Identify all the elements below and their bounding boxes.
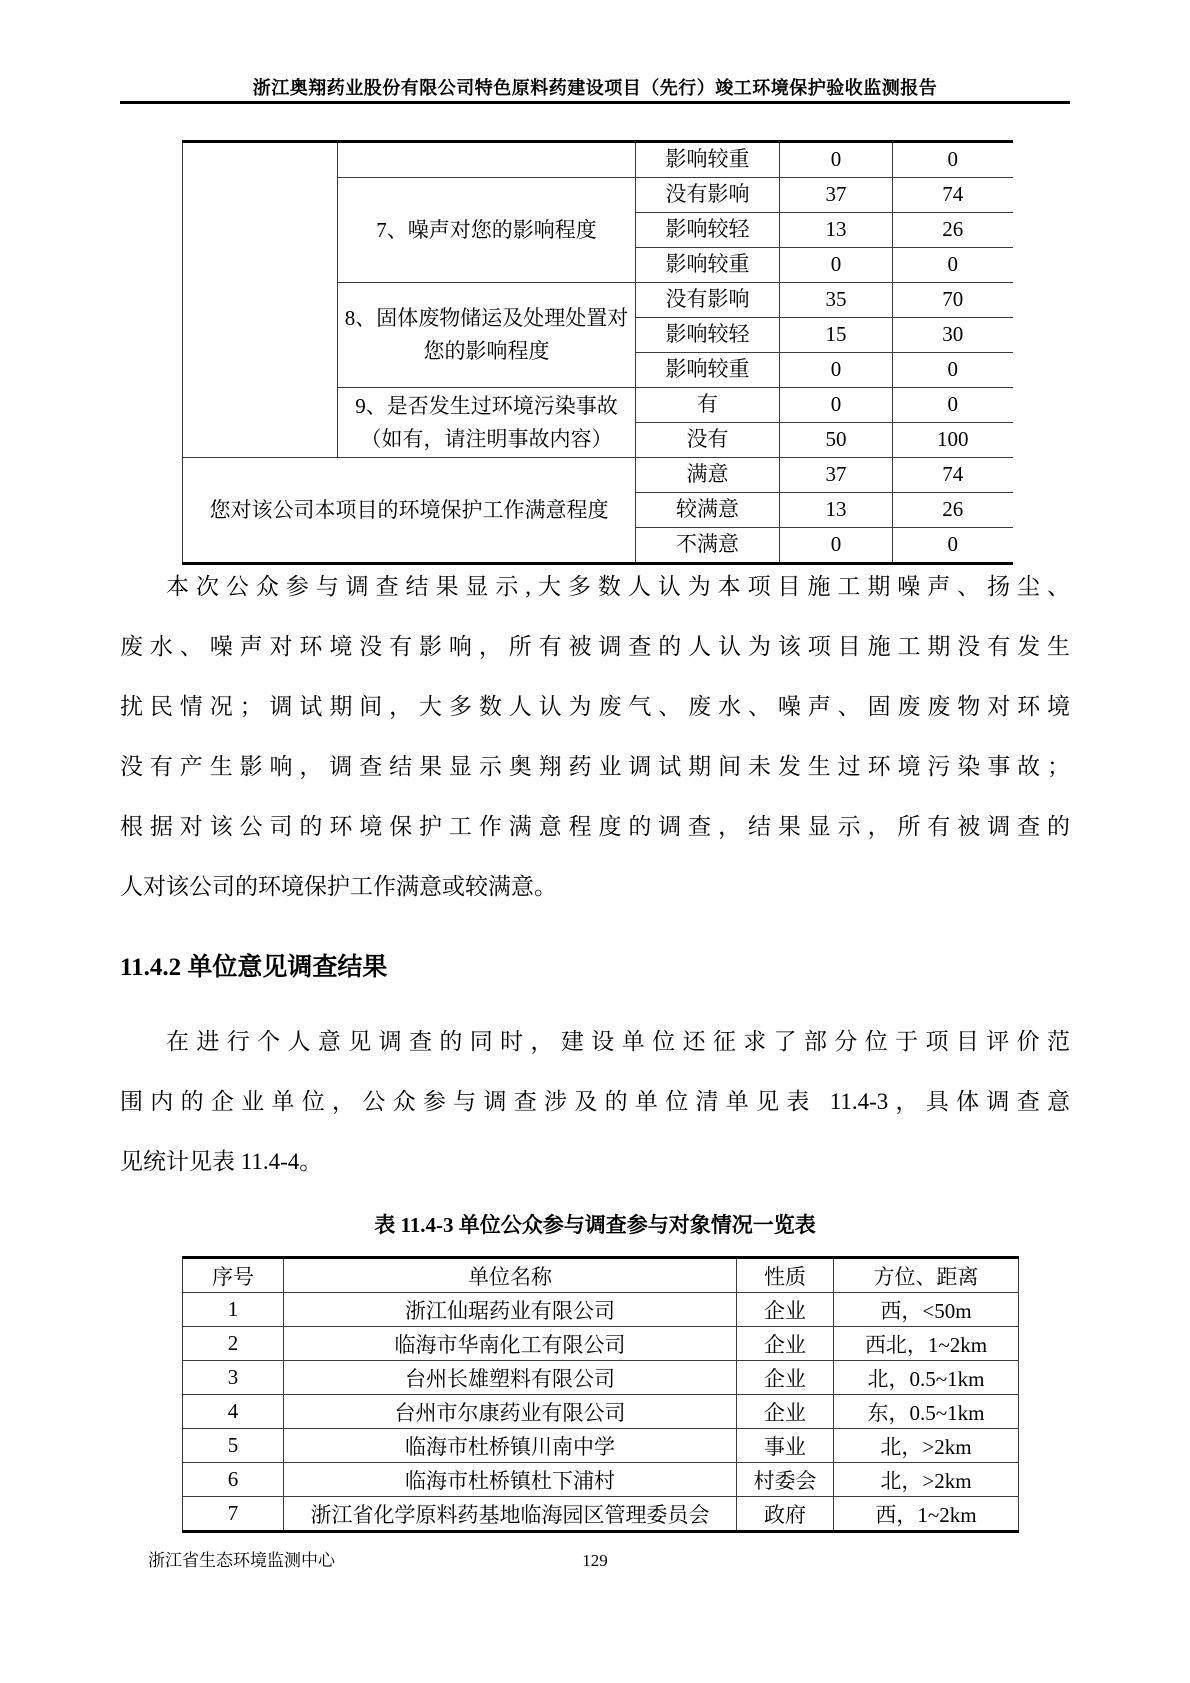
count-cell: 0 (780, 388, 893, 423)
unit-name-cell: 台州市尔康药业有限公司 (284, 1395, 737, 1429)
nature-cell: 企业 (737, 1327, 834, 1361)
unit-name-cell: 临海市华南化工有限公司 (284, 1327, 737, 1361)
footer-organization: 浙江省生态环境监测中心 (148, 1551, 335, 1570)
percent-cell: 100 (893, 423, 1013, 458)
paragraph-line: 本次公众参与调查结果显示,大多数人认为本项目施工期噪声、扬尘、 (166, 574, 1070, 599)
percent-cell: 0 (893, 248, 1013, 283)
option-cell: 较满意 (636, 493, 780, 528)
option-cell: 满意 (636, 458, 780, 493)
percent-cell: 0 (893, 353, 1013, 388)
percent-cell: 0 (893, 388, 1013, 423)
count-cell: 37 (780, 458, 893, 493)
direction-distance-cell: 北，>2km (834, 1463, 1019, 1497)
count-cell: 0 (780, 248, 893, 283)
option-cell: 影响较轻 (636, 318, 780, 353)
paragraph-line: 在进行个人意见调查的同时，建设单位还征求了部分位于项目评价范 (166, 1029, 1070, 1054)
index-cell: 7 (183, 1497, 284, 1532)
column-header-index: 序号 (183, 1258, 284, 1293)
count-cell: 13 (780, 493, 893, 528)
unit-name-cell: 台州长雄塑料有限公司 (284, 1361, 737, 1395)
percent-cell: 74 (893, 458, 1013, 493)
count-cell: 0 (780, 142, 893, 178)
index-cell: 4 (183, 1395, 284, 1429)
question-cell: 8、固体废物储运及处理处置对您的影响程度 (338, 283, 636, 388)
paragraph-line: 围内的企业单位，公众参与调查涉及的单位清单见表 11.4-3，具体调查意 (120, 1089, 1070, 1114)
index-cell: 2 (183, 1327, 284, 1361)
direction-distance-cell: 西，<50m (834, 1293, 1019, 1327)
body-paragraph-2 (120, 1012, 1070, 1192)
table-row (183, 1463, 1019, 1497)
option-cell: 影响较重 (636, 353, 780, 388)
page-header-title: 浙江奥翔药业股份有限公司特色原料药建设项目（先行）竣工环境保护验收监测报告 (252, 78, 938, 98)
question-cell: 9、是否发生过环境污染事故（如有，请注明事故内容） (338, 388, 636, 458)
unit-name-cell: 浙江省化学原料药基地临海园区管理委员会 (284, 1497, 737, 1532)
unit-table (182, 1256, 1019, 1533)
index-cell: 3 (183, 1361, 284, 1395)
table-header-row (183, 1258, 1019, 1293)
percent-cell: 26 (893, 493, 1013, 528)
direction-distance-cell: 西北，1~2km (834, 1327, 1019, 1361)
percent-cell: 74 (893, 178, 1013, 213)
body-paragraph-1 (120, 557, 1070, 917)
option-cell: 没有影响 (636, 283, 780, 318)
nature-cell: 企业 (737, 1293, 834, 1327)
satisfaction-label-cell: 您对该公司本项目的环境保护工作满意程度 (183, 458, 636, 564)
nature-cell: 企业 (737, 1395, 834, 1429)
option-cell: 不满意 (636, 528, 780, 564)
paragraph-line: 废水、噪声对环境没有影响，所有被调查的人认为该项目施工期没有发生 (120, 634, 1070, 659)
nature-cell: 事业 (737, 1429, 834, 1463)
paragraph-line: 见统计见表 11.4-4。 (120, 1149, 323, 1174)
count-cell: 0 (780, 353, 893, 388)
survey-table (182, 140, 1013, 565)
count-cell: 50 (780, 423, 893, 458)
table-row (183, 1497, 1019, 1532)
question-cell (338, 142, 636, 178)
unit-name-cell: 临海市杜桥镇杜下浦村 (284, 1463, 737, 1497)
nature-cell: 政府 (737, 1497, 834, 1532)
table-row (183, 1361, 1019, 1395)
direction-distance-cell: 西，1~2km (834, 1497, 1019, 1532)
question-cell: 7、噪声对您的影响程度 (338, 178, 636, 283)
paragraph-line: 人对该公司的环境保护工作满意或较满意。 (120, 874, 557, 899)
option-cell: 没有 (636, 423, 780, 458)
count-cell: 15 (780, 318, 893, 353)
paragraph-line: 扰民情况；调试期间，大多数人认为废气、废水、噪声、固废废物对环境 (120, 694, 1070, 719)
column-header-nature: 性质 (737, 1258, 834, 1293)
unit-name-cell: 浙江仙琚药业有限公司 (284, 1293, 737, 1327)
table-caption: 表 11.4-3 单位公众参与调查参与对象情况一览表 (374, 1213, 816, 1237)
index-cell: 6 (183, 1463, 284, 1497)
count-cell: 35 (780, 283, 893, 318)
table-row (183, 1429, 1019, 1463)
table-row (183, 458, 1013, 493)
option-cell: 影响较重 (636, 142, 780, 178)
table-row (183, 1327, 1019, 1361)
header-rule (120, 101, 1070, 104)
index-cell: 1 (183, 1293, 284, 1327)
percent-cell: 70 (893, 283, 1013, 318)
section-heading: 11.4.2 单位意见调查结果 (120, 954, 388, 981)
direction-distance-cell: 北，>2km (834, 1429, 1019, 1463)
survey-left-blank-cell (183, 142, 338, 458)
option-cell: 影响较重 (636, 248, 780, 283)
count-cell: 13 (780, 213, 893, 248)
table-row (183, 1395, 1019, 1429)
nature-cell: 村委会 (737, 1463, 834, 1497)
column-header-unit-name: 单位名称 (284, 1258, 737, 1293)
percent-cell: 26 (893, 213, 1013, 248)
count-cell: 37 (780, 178, 893, 213)
option-cell: 影响较轻 (636, 213, 780, 248)
nature-cell: 企业 (737, 1361, 834, 1395)
direction-distance-cell: 北，0.5~1km (834, 1361, 1019, 1395)
option-cell: 没有影响 (636, 178, 780, 213)
footer-page-number: 129 (582, 1551, 608, 1570)
percent-cell: 30 (893, 318, 1013, 353)
paragraph-line: 没有产生影响，调查结果显示奥翔药业调试期间未发生过环境污染事故； (120, 754, 1070, 779)
table-row (183, 1293, 1019, 1327)
percent-cell: 0 (893, 142, 1013, 178)
option-cell: 有 (636, 388, 780, 423)
count-cell: 0 (780, 528, 893, 564)
direction-distance-cell: 东，0.5~1km (834, 1395, 1019, 1429)
index-cell: 5 (183, 1429, 284, 1463)
unit-name-cell: 临海市杜桥镇川南中学 (284, 1429, 737, 1463)
column-header-direction-distance: 方位、距离 (834, 1258, 1019, 1293)
paragraph-line: 根据对该公司的环境保护工作满意程度的调查，结果显示，所有被调查的 (120, 814, 1070, 839)
table-row (183, 142, 1013, 178)
percent-cell: 0 (893, 528, 1013, 564)
